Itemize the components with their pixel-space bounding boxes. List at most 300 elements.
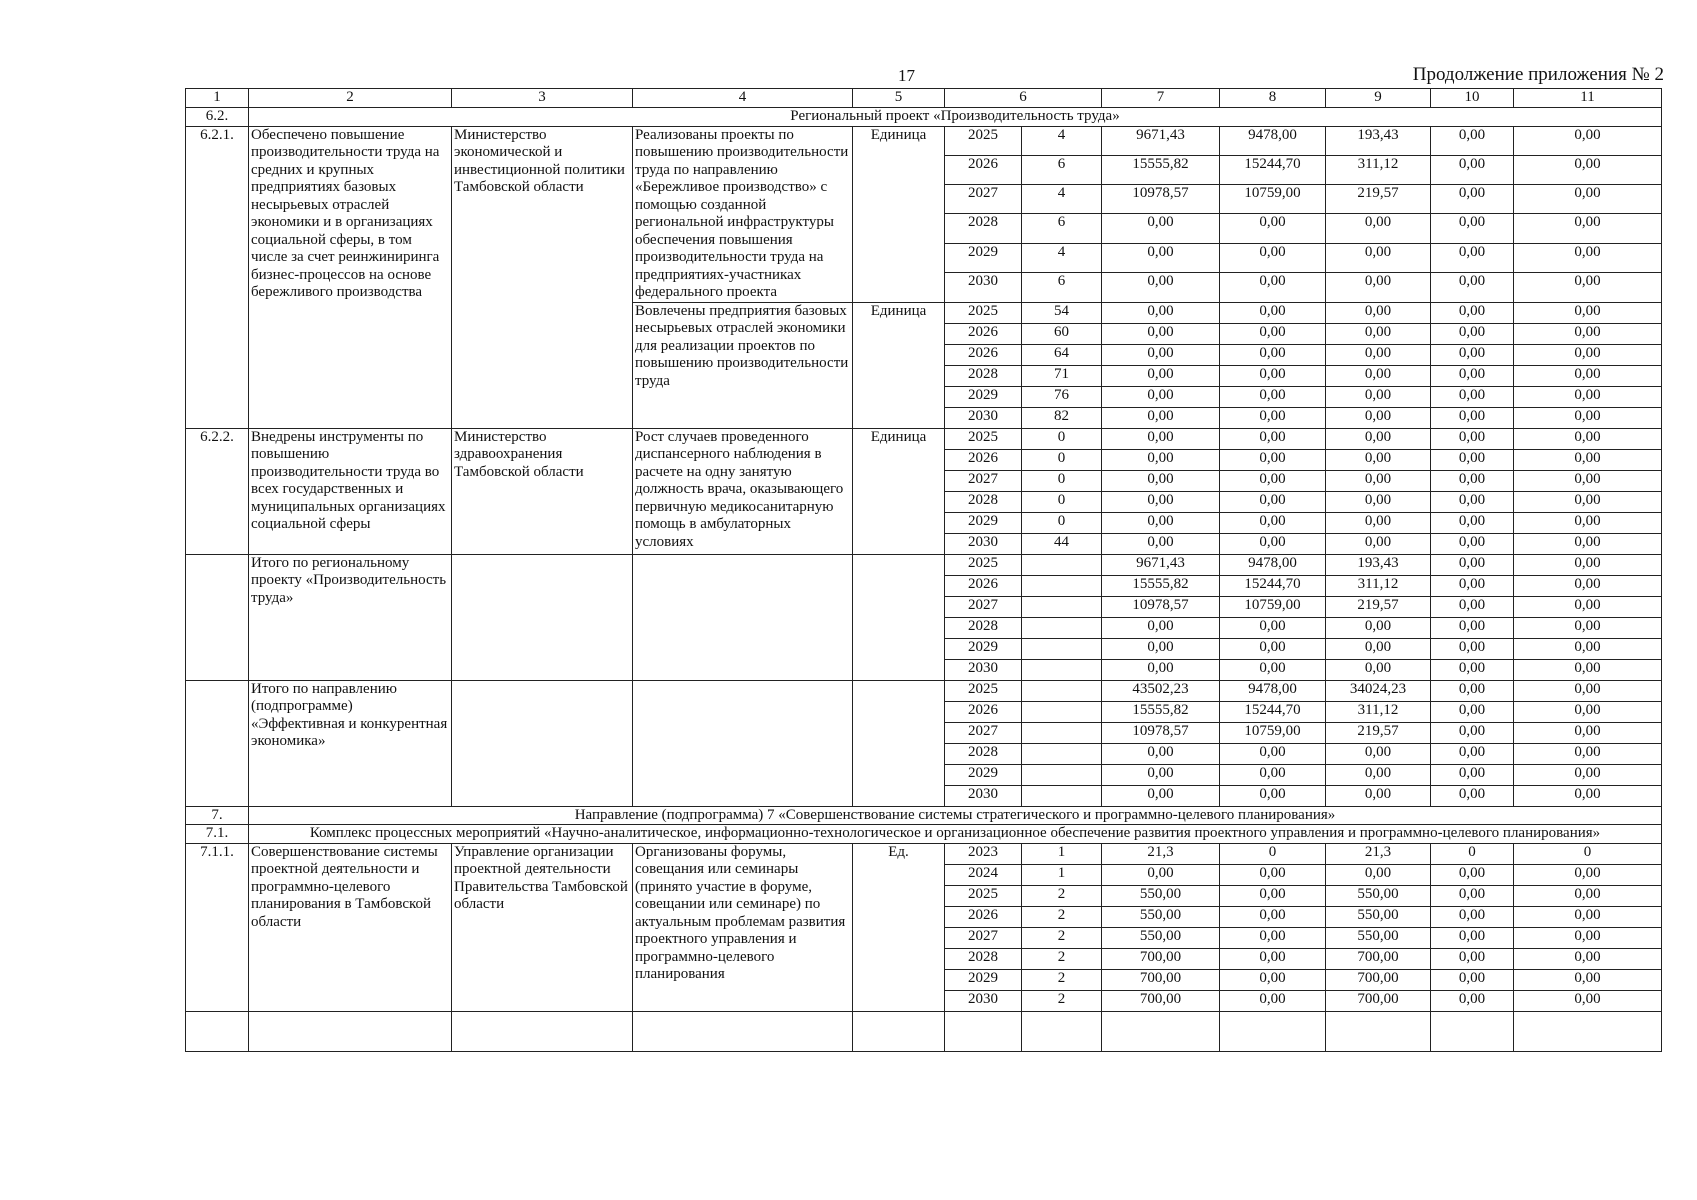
result-text: Вовлечены предприятия базовых несырьевых отраслей экономики для реализации проектов по повышению производительности труда [633, 302, 853, 428]
value-cell [1022, 617, 1102, 638]
value-cell: 0,00 [1326, 243, 1431, 272]
value-cell: 0,00 [1102, 407, 1220, 428]
value-cell: 0,00 [1102, 302, 1220, 323]
value-cell: 0,00 [1514, 743, 1662, 764]
value-cell: 0 [1220, 843, 1326, 864]
column-header: 1 [186, 89, 249, 108]
value-cell: 0,00 [1514, 948, 1662, 969]
value-cell: 219,57 [1326, 722, 1431, 743]
section-row [186, 806, 1662, 825]
value-cell: 550,00 [1326, 927, 1431, 948]
value-cell: 0,00 [1102, 365, 1220, 386]
value-cell: 0,00 [1514, 906, 1662, 927]
value-cell: 0,00 [1220, 365, 1326, 386]
value-cell: 0,00 [1431, 428, 1514, 449]
value-cell: 0 [1022, 449, 1102, 470]
section-title: Направление (подпрограмма) 7 «Совершенствование системы стратегического и программно-целевого планирования» [249, 806, 1662, 825]
value-cell: 0,00 [1220, 407, 1326, 428]
value-cell: 10978,57 [1102, 722, 1220, 743]
value-cell: 34024,23 [1326, 680, 1431, 701]
value-cell: 21,3 [1326, 843, 1431, 864]
value-cell: 0,00 [1102, 273, 1220, 302]
value-cell: 0,00 [1102, 617, 1220, 638]
result-text: Организованы форумы, совещания или семинары (принято участие в форуме, совещании или семинаре) по актуальным проблемам развития проектного управления и программно-целевого планирования [633, 843, 853, 1011]
value-cell: 0,00 [1220, 302, 1326, 323]
value-cell: 0,00 [1102, 512, 1220, 533]
value-cell: 0,00 [1326, 214, 1431, 243]
value-cell: 0,00 [1514, 273, 1662, 302]
value-cell: 0,00 [1220, 764, 1326, 785]
value-cell: 0,00 [1326, 449, 1431, 470]
continuation-note: Продолжение приложения № 2 [1412, 64, 1664, 85]
value-cell: 0,00 [1326, 785, 1431, 806]
value-cell: 0,00 [1326, 407, 1431, 428]
value-cell: 0,00 [1220, 864, 1326, 885]
value-cell: 0,00 [1431, 722, 1514, 743]
section-code: 7. [186, 806, 249, 825]
value-cell: 0,00 [1514, 323, 1662, 344]
value-cell: 0,00 [1514, 575, 1662, 596]
value-cell: 0,00 [1220, 906, 1326, 927]
executor-text: Управление организации проектной деятельности Правительства Тамбовской области [452, 843, 633, 1011]
empty-cell [1220, 1011, 1326, 1051]
value-cell: 0,00 [1431, 864, 1514, 885]
empty-cell [633, 1011, 853, 1051]
value-cell: 0,00 [1514, 864, 1662, 885]
value-cell: 0,00 [1514, 365, 1662, 386]
column-header: 8 [1220, 89, 1326, 108]
year-cell: 2025 [945, 126, 1022, 155]
value-cell: 0,00 [1431, 927, 1514, 948]
value-cell: 0,00 [1220, 617, 1326, 638]
year-cell: 2030 [945, 273, 1022, 302]
value-cell: 219,57 [1326, 185, 1431, 214]
value-cell: 2 [1022, 948, 1102, 969]
value-cell: 0,00 [1431, 743, 1514, 764]
value-cell: 0,00 [1220, 428, 1326, 449]
column-header: 3 [452, 89, 633, 108]
value-cell [1022, 764, 1102, 785]
value-cell: 0,00 [1220, 659, 1326, 680]
value-cell: 0,00 [1102, 323, 1220, 344]
value-cell [1022, 575, 1102, 596]
item-code: 6.2.1. [186, 126, 249, 428]
value-cell: 0,00 [1431, 969, 1514, 990]
value-cell: 6 [1022, 273, 1102, 302]
value-cell: 0,00 [1326, 365, 1431, 386]
value-cell: 0,00 [1220, 948, 1326, 969]
unit-text: Единица [853, 428, 945, 554]
value-cell: 15555,82 [1102, 701, 1220, 722]
year-cell: 2029 [945, 243, 1022, 272]
section-row [186, 825, 1662, 844]
year-cell: 2025 [945, 680, 1022, 701]
executor-text: Министерство здравоохранения Тамбовской области [452, 428, 633, 554]
value-cell: 0,00 [1220, 785, 1326, 806]
value-cell: 0,00 [1431, 659, 1514, 680]
value-cell: 0 [1022, 428, 1102, 449]
year-cell: 2026 [945, 344, 1022, 365]
value-cell: 311,12 [1326, 575, 1431, 596]
value-cell: 0,00 [1514, 533, 1662, 554]
value-cell: 0,00 [1326, 743, 1431, 764]
value-cell: 0,00 [1326, 533, 1431, 554]
value-cell: 4 [1022, 126, 1102, 155]
value-cell: 0,00 [1326, 864, 1431, 885]
value-cell: 311,12 [1326, 155, 1431, 184]
value-cell [1022, 659, 1102, 680]
value-cell: 0,00 [1102, 470, 1220, 491]
value-cell: 0,00 [1220, 214, 1326, 243]
value-cell: 9478,00 [1220, 126, 1326, 155]
value-cell: 0,00 [1514, 680, 1662, 701]
value-cell: 0 [1514, 843, 1662, 864]
value-cell: 71 [1022, 365, 1102, 386]
unit-text: Ед. [853, 843, 945, 1011]
column-header: 4 [633, 89, 853, 108]
column-header: 11 [1514, 89, 1662, 108]
year-cell: 2026 [945, 449, 1022, 470]
value-cell: 0,00 [1326, 344, 1431, 365]
value-cell: 550,00 [1102, 906, 1220, 927]
value-cell: 9671,43 [1102, 126, 1220, 155]
value-cell: 0,00 [1514, 722, 1662, 743]
year-cell: 2026 [945, 323, 1022, 344]
value-cell: 0,00 [1102, 743, 1220, 764]
value-cell: 0,00 [1431, 596, 1514, 617]
value-cell: 0,00 [1102, 491, 1220, 512]
value-cell: 0,00 [1431, 155, 1514, 184]
year-cell: 2029 [945, 969, 1022, 990]
value-cell: 0,00 [1220, 470, 1326, 491]
empty-cell [186, 1011, 249, 1051]
year-cell: 2030 [945, 533, 1022, 554]
value-cell: 2 [1022, 885, 1102, 906]
value-cell: 0,00 [1514, 407, 1662, 428]
value-cell: 0,00 [1220, 449, 1326, 470]
empty-cell [249, 1011, 452, 1051]
value-cell: 0,00 [1431, 344, 1514, 365]
value-cell: 0,00 [1514, 302, 1662, 323]
value-cell: 0,00 [1431, 617, 1514, 638]
year-cell: 2026 [945, 701, 1022, 722]
value-cell: 10978,57 [1102, 596, 1220, 617]
value-cell: 15555,82 [1102, 155, 1220, 184]
value-cell: 2 [1022, 969, 1102, 990]
empty-cell [853, 680, 945, 806]
year-cell: 2028 [945, 617, 1022, 638]
value-cell: 0,00 [1326, 638, 1431, 659]
year-cell: 2025 [945, 554, 1022, 575]
value-cell: 0,00 [1514, 470, 1662, 491]
year-cell: 2029 [945, 386, 1022, 407]
unit-text: Единица [853, 126, 945, 302]
value-cell: 15244,70 [1220, 155, 1326, 184]
value-cell: 1 [1022, 864, 1102, 885]
section-title: Комплекс процессных мероприятий «Научно-аналитическое, информационно-технологическое и организационное обеспечение развития проектного управления и программно-целевого планирования» [249, 825, 1662, 844]
value-cell: 0,00 [1326, 470, 1431, 491]
value-cell: 0,00 [1514, 185, 1662, 214]
value-cell: 0,00 [1326, 617, 1431, 638]
value-cell: 0,00 [1220, 344, 1326, 365]
value-cell: 0,00 [1514, 969, 1662, 990]
value-cell: 0,00 [1431, 554, 1514, 575]
executor-text: Министерство экономической и инвестиционной политики Тамбовской области [452, 126, 633, 428]
value-cell: 550,00 [1326, 906, 1431, 927]
value-cell: 0,00 [1220, 533, 1326, 554]
value-cell: 6 [1022, 214, 1102, 243]
value-cell: 0,00 [1514, 990, 1662, 1011]
value-cell: 4 [1022, 185, 1102, 214]
year-cell: 2026 [945, 906, 1022, 927]
value-cell: 0,00 [1220, 969, 1326, 990]
value-cell: 0,00 [1326, 512, 1431, 533]
empty-cell [1514, 1011, 1662, 1051]
year-cell: 2026 [945, 155, 1022, 184]
value-cell: 6 [1022, 155, 1102, 184]
value-cell: 0,00 [1514, 617, 1662, 638]
year-cell: 2028 [945, 948, 1022, 969]
column-header: 5 [853, 89, 945, 108]
value-cell: 0,00 [1326, 302, 1431, 323]
value-cell: 15555,82 [1102, 575, 1220, 596]
value-cell: 0,00 [1220, 743, 1326, 764]
value-cell: 0,00 [1220, 885, 1326, 906]
value-cell: 9478,00 [1220, 680, 1326, 701]
value-cell: 0,00 [1431, 512, 1514, 533]
value-cell: 0,00 [1431, 273, 1514, 302]
value-cell [1022, 722, 1102, 743]
year-cell: 2025 [945, 885, 1022, 906]
result-text: Реализованы проекты по повышению производительности труда по направлению «Бережливое производство» с помощью созданной региональной инфраструктуры обеспечения повышения производительности труда на предприятиях-участниках федерального проекта [633, 126, 853, 302]
value-cell: 9671,43 [1102, 554, 1220, 575]
column-header: 10 [1431, 89, 1514, 108]
value-cell: 0,00 [1431, 764, 1514, 785]
value-cell [1022, 638, 1102, 659]
value-cell: 60 [1022, 323, 1102, 344]
year-cell: 2028 [945, 743, 1022, 764]
year-cell: 2029 [945, 512, 1022, 533]
page-number: 17 [898, 66, 915, 85]
value-cell: 0,00 [1514, 764, 1662, 785]
value-cell: 0,00 [1102, 764, 1220, 785]
value-cell [1022, 554, 1102, 575]
section-title: Региональный проект «Производительность труда» [249, 108, 1662, 127]
value-cell: 0,00 [1514, 344, 1662, 365]
empty-cell [186, 554, 249, 680]
column-header: 2 [249, 89, 452, 108]
value-cell: 0,00 [1220, 323, 1326, 344]
task-text: Обеспечено повышение производительности труда на средних и крупных предприятиях базовых несырьевых отраслей экономики и в организациях социальной сферы, в том числе за счет реинжиниринга бизнес-процессов на основе бережливого производства [249, 126, 452, 428]
value-cell: 0,00 [1102, 659, 1220, 680]
value-cell: 0,00 [1431, 575, 1514, 596]
value-cell: 0,00 [1514, 701, 1662, 722]
value-cell: 0,00 [1514, 554, 1662, 575]
value-cell: 0,00 [1431, 906, 1514, 927]
value-cell: 44 [1022, 533, 1102, 554]
empty-cell [633, 680, 853, 806]
empty-cell [1431, 1011, 1514, 1051]
value-cell: 550,00 [1102, 885, 1220, 906]
value-cell: 0,00 [1514, 659, 1662, 680]
total-row [186, 554, 1662, 575]
data-row [186, 126, 1662, 155]
value-cell: 0,00 [1326, 491, 1431, 512]
column-header-row [186, 89, 1662, 108]
year-cell: 2023 [945, 843, 1022, 864]
value-cell: 0,00 [1220, 243, 1326, 272]
empty-cell [452, 554, 633, 680]
empty-cell [1102, 1011, 1220, 1051]
value-cell: 550,00 [1326, 885, 1431, 906]
value-cell: 0,00 [1431, 990, 1514, 1011]
task-text: Совершенствование системы проектной деятельности и программно-целевого планирования в Тамбовской области [249, 843, 452, 1011]
year-cell: 2027 [945, 470, 1022, 491]
value-cell: 0,00 [1326, 386, 1431, 407]
value-cell: 193,43 [1326, 126, 1431, 155]
value-cell: 10759,00 [1220, 722, 1326, 743]
column-header: 6 [945, 89, 1102, 108]
value-cell: 0 [1022, 512, 1102, 533]
value-cell: 700,00 [1326, 948, 1431, 969]
value-cell: 0,00 [1431, 885, 1514, 906]
item-code: 6.2.2. [186, 428, 249, 554]
total-label: Итого по направлению (подпрограмме) «Эффективная и конкурентная экономика» [249, 680, 452, 806]
value-cell: 2 [1022, 990, 1102, 1011]
value-cell: 0,00 [1102, 533, 1220, 554]
value-cell: 0 [1022, 491, 1102, 512]
value-cell: 0,00 [1102, 785, 1220, 806]
value-cell [1022, 743, 1102, 764]
value-cell [1022, 596, 1102, 617]
empty-cell [853, 1011, 945, 1051]
empty-cell [186, 680, 249, 806]
appendix-table [185, 88, 1662, 1052]
value-cell: 21,3 [1102, 843, 1220, 864]
unit-text: Единица [853, 302, 945, 428]
value-cell: 2 [1022, 906, 1102, 927]
value-cell: 0,00 [1431, 214, 1514, 243]
value-cell: 0,00 [1102, 214, 1220, 243]
value-cell: 64 [1022, 344, 1102, 365]
value-cell: 10978,57 [1102, 185, 1220, 214]
value-cell [1022, 680, 1102, 701]
year-cell: 2027 [945, 596, 1022, 617]
value-cell: 0,00 [1220, 273, 1326, 302]
value-cell: 700,00 [1102, 969, 1220, 990]
value-cell: 0,00 [1514, 512, 1662, 533]
value-cell: 0,00 [1514, 214, 1662, 243]
spacer-row [186, 1011, 1662, 1051]
year-cell: 2026 [945, 575, 1022, 596]
value-cell: 0,00 [1431, 449, 1514, 470]
value-cell: 0,00 [1431, 491, 1514, 512]
value-cell: 0,00 [1431, 680, 1514, 701]
value-cell: 0,00 [1431, 126, 1514, 155]
value-cell: 0,00 [1431, 407, 1514, 428]
value-cell: 0,00 [1102, 864, 1220, 885]
value-cell: 0,00 [1102, 386, 1220, 407]
value-cell: 0,00 [1514, 155, 1662, 184]
year-cell: 2030 [945, 659, 1022, 680]
year-cell: 2029 [945, 638, 1022, 659]
empty-cell [945, 1011, 1022, 1051]
value-cell: 0,00 [1431, 302, 1514, 323]
value-cell: 0,00 [1514, 927, 1662, 948]
value-cell: 0,00 [1102, 344, 1220, 365]
value-cell: 0,00 [1514, 638, 1662, 659]
value-cell: 0 [1431, 843, 1514, 864]
value-cell: 193,43 [1326, 554, 1431, 575]
item-code: 7.1.1. [186, 843, 249, 1011]
value-cell: 700,00 [1326, 990, 1431, 1011]
value-cell: 700,00 [1326, 969, 1431, 990]
value-cell: 82 [1022, 407, 1102, 428]
value-cell: 0,00 [1326, 764, 1431, 785]
year-cell: 2028 [945, 214, 1022, 243]
value-cell: 0,00 [1514, 885, 1662, 906]
column-header: 7 [1102, 89, 1220, 108]
year-cell: 2030 [945, 407, 1022, 428]
value-cell: 0,00 [1102, 449, 1220, 470]
value-cell: 0,00 [1102, 638, 1220, 659]
year-cell: 2027 [945, 722, 1022, 743]
value-cell: 0,00 [1326, 659, 1431, 680]
value-cell: 0,00 [1431, 701, 1514, 722]
value-cell: 700,00 [1102, 948, 1220, 969]
year-cell: 2030 [945, 990, 1022, 1011]
value-cell [1022, 785, 1102, 806]
section-code: 7.1. [186, 825, 249, 844]
total-label: Итого по региональному проекту «Производительность труда» [249, 554, 452, 680]
total-row [186, 680, 1662, 701]
value-cell: 0,00 [1431, 386, 1514, 407]
value-cell: 10759,00 [1220, 596, 1326, 617]
value-cell: 9478,00 [1220, 554, 1326, 575]
result-text: Рост случаев проведенного диспансерного наблюдения в расчете на одну занятую должность врача, оказывающего первичную медикосанитарную помощь в амбулаторных условиях [633, 428, 853, 554]
value-cell: 0,00 [1220, 386, 1326, 407]
value-cell: 0,00 [1326, 323, 1431, 344]
section-row [186, 108, 1662, 127]
year-cell: 2025 [945, 428, 1022, 449]
value-cell: 700,00 [1102, 990, 1220, 1011]
value-cell: 0,00 [1514, 126, 1662, 155]
value-cell: 76 [1022, 386, 1102, 407]
empty-cell [452, 1011, 633, 1051]
value-cell [1022, 701, 1102, 722]
value-cell: 0,00 [1514, 449, 1662, 470]
value-cell: 0,00 [1326, 273, 1431, 302]
year-cell: 2028 [945, 491, 1022, 512]
column-header: 9 [1326, 89, 1431, 108]
empty-cell [853, 554, 945, 680]
empty-cell [1022, 1011, 1102, 1051]
value-cell: 0,00 [1220, 491, 1326, 512]
value-cell: 0,00 [1220, 990, 1326, 1011]
value-cell: 0,00 [1514, 596, 1662, 617]
value-cell: 0,00 [1220, 512, 1326, 533]
year-cell: 2027 [945, 927, 1022, 948]
value-cell: 0,00 [1514, 243, 1662, 272]
value-cell: 15244,70 [1220, 575, 1326, 596]
year-cell: 2030 [945, 785, 1022, 806]
value-cell: 0,00 [1220, 638, 1326, 659]
value-cell: 10759,00 [1220, 185, 1326, 214]
year-cell: 2025 [945, 302, 1022, 323]
empty-cell [1326, 1011, 1431, 1051]
value-cell: 0,00 [1431, 470, 1514, 491]
value-cell: 0,00 [1220, 927, 1326, 948]
